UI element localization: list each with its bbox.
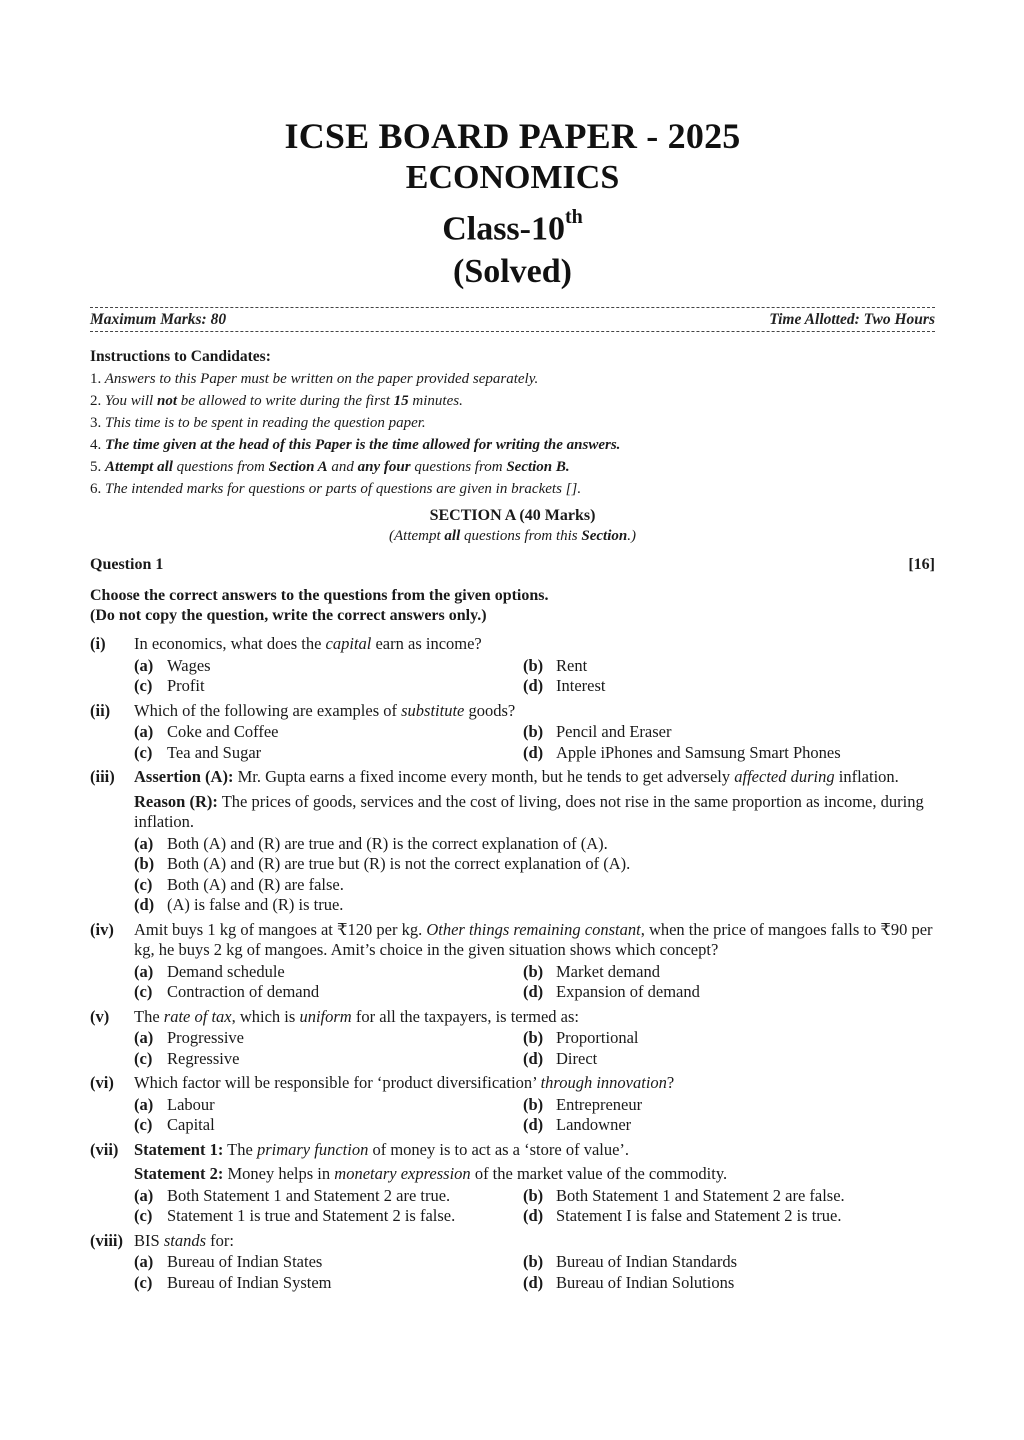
option: (d) Expansion of demand [523,982,700,1002]
options-grid [134,722,935,763]
question-item [90,1140,935,1227]
question-text: Which of the following are examples of substitute goods? [134,700,516,720]
option: (c) Tea and Sugar [134,742,262,762]
option: (d) Apple iPhones and Samsung Smart Phones [523,742,841,762]
question-marks: [16] [908,556,935,574]
options-grid [134,1252,935,1293]
options-grid [134,1028,935,1069]
title-block [90,115,935,293]
instructions-heading: Instructions to Candidates: [90,348,271,366]
divider-bottom [90,331,935,332]
question-number: (iii) [90,767,115,787]
option: (d) (A) is false and (R) is true. [134,895,344,915]
question-number: (i) [90,634,106,654]
options-grid [134,656,935,697]
option: (c) Regressive [134,1048,240,1068]
statement-1: Statement 1: The primary function of money is to act as a ‘store of value’. [134,1139,630,1159]
option: (d) Statement I is false and Statement 2 is true. [523,1206,842,1226]
reason-text: Reason (R): The prices of goods, services and the cost of living, does not rise in the same proportion as income, during inflation. [134,791,924,832]
option: (a) Wages [134,655,211,675]
option: (a) Demand schedule [134,961,285,981]
option: (c) Capital [134,1115,215,1135]
option: (b) Both (A) and (R) are true but (R) is not the correct explanation of (A). [134,854,631,874]
option: (a) Both Statement 1 and Statement 2 are true. [134,1185,451,1205]
question-item [90,920,935,1003]
option: (c) Profit [134,676,205,696]
question-item [90,634,935,697]
maximum-marks: Maximum Marks: 80 [90,311,227,329]
question-item [90,767,935,916]
option: (d) Direct [523,1048,598,1068]
option: (d) Landowner [523,1115,632,1135]
option: (c) Bureau of Indian System [134,1272,332,1292]
question-item [90,701,935,764]
option: (a) Labour [134,1094,215,1114]
option: (b) Bureau of Indian Standards [523,1252,737,1272]
option: (d) Interest [523,676,606,696]
option: (c) Contraction of demand [134,982,320,1002]
question-text: Amit buys 1 kg of mangoes at ₹120 per kg. Other things remaining constant, when the price of mangoes falls to ₹90 per kg, he buys 2 kg of mangoes. Amit’s choice in the given situation shows which concept? [134,919,933,960]
class-label: Class-10 [442,210,565,248]
section-subtitle: (Attempt all questions from this Section.) [389,528,636,545]
options-grid [134,1095,935,1136]
question-text: The rate of tax, which is uniform for all the taxpayers, is termed as: [134,1006,579,1026]
question-text: In economics, what does the capital earn as income? [134,634,482,654]
question-1-header [90,556,935,574]
instruction-item: 4. The time given at the head of this Paper is the time allowed for writing the answers. [90,437,621,454]
instruction-item: 1. Answers to this Paper must be written on the paper provided separately. [90,371,539,388]
section-a-heading [90,506,935,546]
instruction-item: 6. The intended marks for questions or parts of questions are given in brackets []. [90,481,582,498]
option: (b) Rent [523,655,588,675]
option: (b) Pencil and Eraser [523,722,672,742]
question-number: (iv) [90,919,114,939]
question-item [90,1007,935,1070]
instructions [90,346,935,500]
instruction-item: 3. This time is to be spent in reading the question paper. [90,415,426,432]
option: (c) Both (A) and (R) are false. [134,874,344,894]
solved-label: (Solved) [453,253,572,291]
question-label: Question 1 [90,556,164,574]
option: (a) Progressive [134,1028,244,1048]
question-item [90,1231,935,1294]
time-allotted: Time Allotted: Two Hours [769,311,935,329]
option: (b) Both Statement 1 and Statement 2 are false. [523,1185,845,1205]
instruction-item: 2. You will not be allowed to write during the first 15 minutes. [90,393,463,410]
question-text: Which factor will be responsible for ‘product diversification’ through innovation? [134,1073,675,1093]
option: (b) Market demand [523,961,661,981]
exam-page [90,115,935,1293]
question-number: (v) [90,1006,110,1026]
class-title [90,199,935,251]
paper-title: ICSE BOARD PAPER - 2025 [284,116,741,156]
class-superscript: th [565,206,583,228]
option: (b) Entrepreneur [523,1094,643,1114]
instruction-item: 5. Attempt all questions from Section A and any four questions from Section B. [90,459,570,476]
question-instruction: Choose the correct answers to the questions from the given options. (Do not copy the question, write the correct answers only.) [90,587,549,625]
options-grid [134,962,935,1003]
question-number: (ii) [90,700,111,720]
question-number: (viii) [90,1230,123,1250]
statement-2: Statement 2: Money helps in monetary expression of the market value of the commodity. [134,1164,728,1184]
question-text: BIS stands for: [134,1230,234,1250]
option: (a) Both (A) and (R) are true and (R) is the correct explanation of (A). [134,833,608,853]
subject-title: ECONOMICS [405,159,620,196]
assertion-text: Assertion (A): Mr. Gupta earns a fixed income every month, but he tends to get adversely affected during inflation. [134,767,899,787]
option: (b) Proportional [523,1028,639,1048]
option: (c) Statement 1 is true and Statement 2 is false. [134,1206,456,1226]
section-title: SECTION A (40 Marks) [429,507,596,525]
option: (d) Bureau of Indian Solutions [523,1272,735,1292]
question-number: (vi) [90,1073,114,1093]
question-item [90,1073,935,1136]
option: (a) Bureau of Indian States [134,1252,323,1272]
marks-time-row [90,308,935,331]
options-grid [134,1186,935,1227]
option: (a) Coke and Coffee [134,722,279,742]
options-list [134,834,935,916]
question-number: (vii) [90,1139,119,1159]
